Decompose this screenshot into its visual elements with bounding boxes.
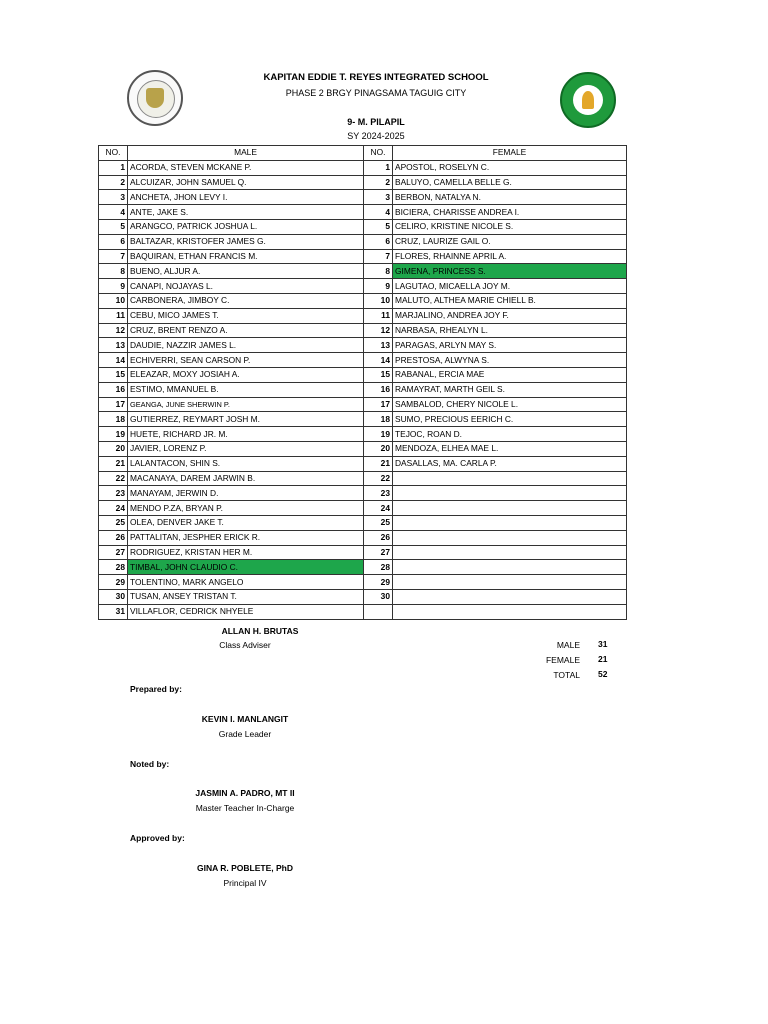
table-header-row [99, 146, 627, 161]
female-student-name: MENDOZA, ELHEA MAE L. [393, 441, 627, 456]
male-number: 13 [99, 338, 128, 353]
male-student-name: CEBU, MICO JAMES T. [128, 308, 364, 323]
female-number: 9 [364, 279, 393, 294]
male-number: 7 [99, 249, 128, 264]
female-student-name [393, 471, 627, 486]
male-student-name: GUTIERREZ, REYMART JOSH M. [128, 412, 364, 427]
male-student-name: TUSAN, ANSEY TRISTAN T. [128, 589, 364, 604]
male-number: 9 [99, 279, 128, 294]
female-number: 20 [364, 441, 393, 456]
table-row [99, 323, 627, 338]
male-number: 18 [99, 412, 128, 427]
male-student-name: VILLAFLOR, CEDRICK NHYELE [128, 604, 364, 619]
female-student-name: LAGUTAO, MICAELLA JOY M. [393, 279, 627, 294]
male-student-name: CARBONERA, JIMBOY C. [128, 293, 364, 308]
table-row [99, 382, 627, 397]
table-row [99, 427, 627, 442]
male-number: 23 [99, 486, 128, 501]
male-student-name: ESTIMO, MMANUEL B. [128, 382, 364, 397]
male-student-name: MANAYAM, JERWIN D. [128, 486, 364, 501]
female-number: 11 [364, 308, 393, 323]
female-student-name [393, 545, 627, 560]
female-number: 24 [364, 501, 393, 516]
school-name: KAPITAN EDDIE T. REYES INTEGRATED SCHOOL [263, 72, 489, 83]
male-student-name: RODRIGUEZ, KRISTAN HER M. [128, 545, 364, 560]
female-number: 27 [364, 545, 393, 560]
female-student-name: GIMENA, PRINCESS S. [393, 264, 627, 279]
total-female-label: FEMALE [545, 655, 580, 665]
male-number: 22 [99, 471, 128, 486]
male-student-name: BUENO, ALJUR A. [128, 264, 364, 279]
male-number: 3 [99, 190, 128, 205]
table-row [99, 249, 627, 264]
female-student-name: CELIRO, KRISTINE NICOLE S. [393, 219, 627, 234]
table-row [99, 486, 627, 501]
table-row [99, 190, 627, 205]
table-row [99, 353, 627, 368]
adviser-role: Class Adviser [219, 640, 271, 650]
female-number: 3 [364, 190, 393, 205]
male-number: 5 [99, 219, 128, 234]
male-number: 16 [99, 382, 128, 397]
female-student-name: RABANAL, ERCIA MAE [393, 367, 627, 382]
table-row [99, 264, 627, 279]
header-male-no: NO. [99, 146, 128, 161]
approved-by-role: Principal IV [223, 878, 267, 888]
male-student-name: JAVIER, LORENZ P. [128, 441, 364, 456]
total-all-label: TOTAL [553, 670, 580, 680]
male-student-name: BALTAZAR, KRISTOFER JAMES G. [128, 234, 364, 249]
male-student-name: CRUZ, BRENT RENZO A. [128, 323, 364, 338]
table-row [99, 604, 627, 619]
female-number: 7 [364, 249, 393, 264]
female-student-name [393, 530, 627, 545]
male-student-name: PATTALITAN, JESPHER ERICK R. [128, 530, 364, 545]
male-number: 10 [99, 293, 128, 308]
male-student-name: TIMBAL, JOHN CLAUDIO C. [128, 560, 364, 575]
table-row [99, 175, 627, 190]
female-number: 22 [364, 471, 393, 486]
female-student-name: FLORES, RHAINNE APRIL A. [393, 249, 627, 264]
table-row [99, 219, 627, 234]
male-number: 17 [99, 397, 128, 412]
female-student-name: CRUZ, LAURIZE GAIL O. [393, 234, 627, 249]
female-number: 17 [364, 397, 393, 412]
table-row [99, 589, 627, 604]
approved-by-name: GINA R. POBLETE, PhD [196, 863, 294, 873]
male-student-name: OLEA, DENVER JAKE T. [128, 515, 364, 530]
female-student-name: BICIERA, CHARISSE ANDREA I. [393, 205, 627, 220]
table-row [99, 308, 627, 323]
school-emblem-logo [560, 72, 616, 128]
female-number: 23 [364, 486, 393, 501]
table-row [99, 412, 627, 427]
table-row [99, 397, 627, 412]
table-row [99, 501, 627, 516]
male-number: 11 [99, 308, 128, 323]
male-student-name: ANCHETA, JHON LEVY I. [128, 190, 364, 205]
table-row [99, 575, 627, 590]
female-number: 28 [364, 560, 393, 575]
table-row [99, 560, 627, 575]
female-student-name: DASALLAS, MA. CARLA P. [393, 456, 627, 471]
female-student-name: PRESTOSA, ALWYNA S. [393, 353, 627, 368]
male-student-name: BAQUIRAN, ETHAN FRANCIS M. [128, 249, 364, 264]
school-address: PHASE 2 BRGY PINAGSAMA TAGUIG CITY [285, 88, 467, 98]
table-row [99, 545, 627, 560]
male-student-name: ANTE, JAKE S. [128, 205, 364, 220]
male-student-name: ARANGCO, PATRICK JOSHUA L. [128, 219, 364, 234]
female-student-name [393, 515, 627, 530]
male-number: 15 [99, 367, 128, 382]
male-number: 14 [99, 353, 128, 368]
male-student-name: CANAPI, NOJAYAS L. [128, 279, 364, 294]
male-number: 27 [99, 545, 128, 560]
male-number: 30 [99, 589, 128, 604]
male-student-name: ACORDA, STEVEN MCKANE P. [128, 160, 364, 175]
female-number: 1 [364, 160, 393, 175]
female-number: 14 [364, 353, 393, 368]
female-number: 30 [364, 589, 393, 604]
female-number: 26 [364, 530, 393, 545]
noted-by-label: Noted by: [130, 759, 170, 769]
male-number: 4 [99, 205, 128, 220]
male-student-name: GEANGA, JUNE SHERWIN P. [128, 397, 364, 412]
female-number: 6 [364, 234, 393, 249]
male-number: 20 [99, 441, 128, 456]
male-student-name: HUETE, RICHARD JR. M. [128, 427, 364, 442]
prepared-by-label: Prepared by: [130, 684, 182, 694]
female-number [364, 604, 393, 619]
female-student-name: TEJOC, ROAN D. [393, 427, 627, 442]
table-row [99, 205, 627, 220]
total-all-value: 52 [598, 669, 608, 679]
noted-by-role: Master Teacher In-Charge [195, 803, 295, 813]
male-number: 12 [99, 323, 128, 338]
female-student-name: BERBON, NATALYA N. [393, 190, 627, 205]
class-roster-table [98, 145, 627, 620]
adviser-name: ALLAN H. BRUTAS [221, 626, 299, 636]
female-student-name: MALUTO, ALTHEA MARIE CHIELL B. [393, 293, 627, 308]
female-student-name [393, 501, 627, 516]
male-student-name: LALANTACON, SHIN S. [128, 456, 364, 471]
table-row [99, 367, 627, 382]
male-student-name: TOLENTINO, MARK ANGELO [128, 575, 364, 590]
female-number: 8 [364, 264, 393, 279]
female-student-name [393, 589, 627, 604]
female-student-name: APOSTOL, ROSELYN C. [393, 160, 627, 175]
school-seal-logo [127, 70, 183, 126]
female-number: 19 [364, 427, 393, 442]
male-number: 26 [99, 530, 128, 545]
female-number: 25 [364, 515, 393, 530]
table-row [99, 515, 627, 530]
female-student-name: PARAGAS, ARLYN MAY S. [393, 338, 627, 353]
total-male-label: MALE [556, 640, 580, 650]
female-number: 2 [364, 175, 393, 190]
female-student-name: MARJALINO, ANDREA JOY F. [393, 308, 627, 323]
male-number: 2 [99, 175, 128, 190]
male-student-name: MENDO P.ZA, BRYAN P. [128, 501, 364, 516]
male-number: 31 [99, 604, 128, 619]
male-student-name: ECHIVERRI, SEAN CARSON P. [128, 353, 364, 368]
header-female-no: NO. [364, 146, 393, 161]
female-student-name: SUMO, PRECIOUS EERICH C. [393, 412, 627, 427]
table-row [99, 279, 627, 294]
male-number: 21 [99, 456, 128, 471]
header-male: MALE [128, 146, 364, 161]
male-number: 24 [99, 501, 128, 516]
header-female: FEMALE [393, 146, 627, 161]
male-student-name: DAUDIE, NAZZIR JAMES L. [128, 338, 364, 353]
female-number: 29 [364, 575, 393, 590]
female-number: 10 [364, 293, 393, 308]
male-number: 19 [99, 427, 128, 442]
table-row [99, 471, 627, 486]
female-number: 18 [364, 412, 393, 427]
female-number: 21 [364, 456, 393, 471]
male-number: 25 [99, 515, 128, 530]
female-student-name [393, 604, 627, 619]
female-number: 4 [364, 205, 393, 220]
male-number: 1 [99, 160, 128, 175]
male-number: 8 [99, 264, 128, 279]
female-student-name: RAMAYRAT, MARTH GEIL S. [393, 382, 627, 397]
male-number: 29 [99, 575, 128, 590]
approved-by-label: Approved by: [130, 833, 185, 843]
section-title: 9- M. PILAPIL [347, 117, 405, 127]
female-student-name: NARBASA, RHEALYN L. [393, 323, 627, 338]
male-number: 6 [99, 234, 128, 249]
female-number: 12 [364, 323, 393, 338]
school-year: SY 2024-2025 [347, 131, 405, 141]
female-number: 16 [364, 382, 393, 397]
noted-by-name: JASMIN A. PADRO, MT II [195, 788, 295, 798]
table-row [99, 234, 627, 249]
table-row [99, 530, 627, 545]
female-student-name [393, 486, 627, 501]
male-student-name: MACANAYA, DAREM JARWIN B. [128, 471, 364, 486]
prepared-by-name: KEVIN I. MANLANGIT [201, 714, 289, 724]
male-number: 28 [99, 560, 128, 575]
total-male-value: 31 [598, 639, 608, 649]
female-number: 5 [364, 219, 393, 234]
table-row [99, 441, 627, 456]
female-student-name: BALUYO, CAMELLA BELLE G. [393, 175, 627, 190]
total-female-value: 21 [598, 654, 608, 664]
table-row [99, 293, 627, 308]
table-row [99, 338, 627, 353]
female-student-name [393, 560, 627, 575]
female-student-name [393, 575, 627, 590]
female-number: 13 [364, 338, 393, 353]
female-number: 15 [364, 367, 393, 382]
male-student-name: ELEAZAR, MOXY JOSIAH A. [128, 367, 364, 382]
male-student-name: ALCUIZAR, JOHN SAMUEL Q. [128, 175, 364, 190]
prepared-by-role: Grade Leader [218, 729, 272, 739]
table-row [99, 456, 627, 471]
female-student-name: SAMBALOD, CHERY NICOLE L. [393, 397, 627, 412]
table-row [99, 160, 627, 175]
